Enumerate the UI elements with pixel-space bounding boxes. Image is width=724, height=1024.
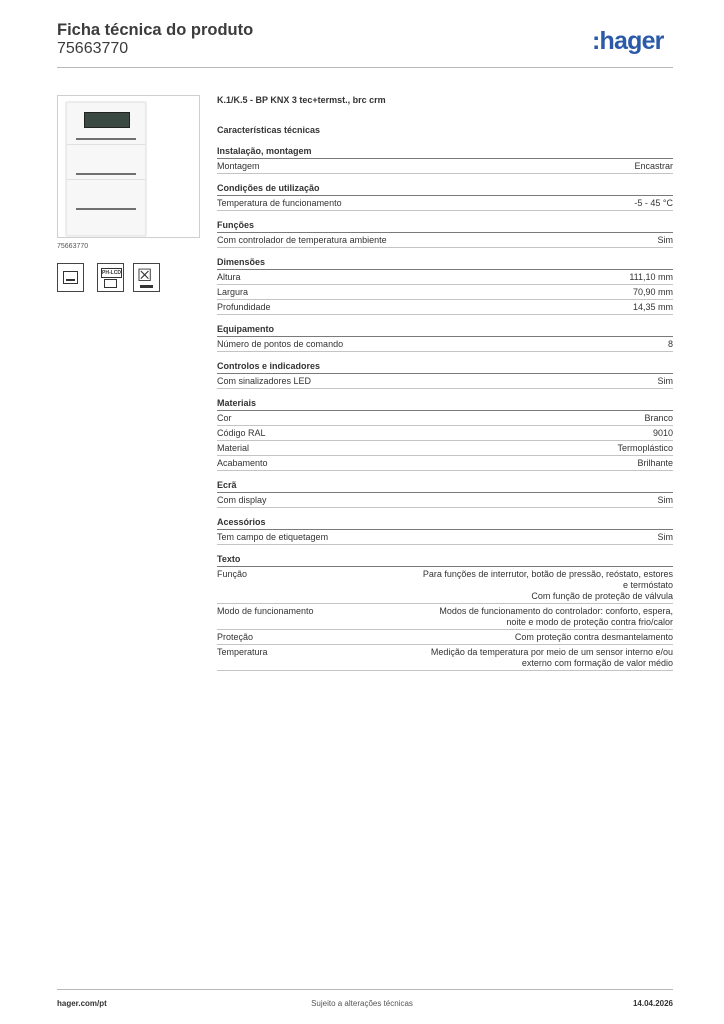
section-title: Materiais (217, 397, 673, 411)
spec-value: Para funções de interrutor, botão de pressão, reóstato, estores e termóstato Com função de proteção de válvula (422, 568, 673, 601)
spec-value: 111,10 mm (629, 271, 673, 282)
spec-content (217, 92, 673, 671)
spec-label: Cor (217, 412, 232, 423)
spec-label: Acabamento (217, 457, 268, 468)
hager-logo: :hager (592, 27, 664, 55)
spec-row (217, 159, 673, 174)
product-code: 75663770 (57, 40, 129, 57)
section-title: Condições de utilização (217, 182, 673, 196)
spec-row (217, 630, 673, 645)
spec-label: Com sinalizadores LED (217, 375, 312, 386)
section-title: Instalação, montagem (217, 145, 673, 159)
spec-label: Montagem (217, 160, 260, 171)
section-title: Controlos e indicadores (217, 360, 673, 374)
spec-label: Tem campo de etiquetagem (217, 531, 329, 542)
spec-value: Brilhante (637, 457, 673, 468)
spec-row (217, 270, 673, 285)
spec-label: Função (217, 568, 248, 579)
document-title: Ficha técnica do produto (57, 21, 254, 39)
spec-label: Material (217, 442, 250, 453)
spec-row (217, 374, 673, 389)
tech-heading: Características técnicas (217, 125, 321, 135)
spec-label: Com controlador de temperatura ambiente (217, 234, 387, 245)
spec-label: Largura (217, 286, 249, 297)
spec-value: Com proteção contra desmantelamento (514, 631, 673, 642)
spec-value: Encastrar (634, 160, 673, 171)
screen-icon (57, 263, 84, 292)
spec-row (217, 411, 673, 426)
spec-value: Sim (657, 531, 673, 542)
spec-row (217, 426, 673, 441)
footer-website: hager.com/pt (57, 999, 107, 1008)
spec-row (217, 337, 673, 352)
spec-label: Número de pontos de comando (217, 338, 344, 349)
spec-row (217, 196, 673, 211)
spec-label: Proteção (217, 631, 254, 642)
weee-bin-icon: ☒ (133, 263, 160, 292)
section-title: Equipamento (217, 323, 673, 337)
footer-notice: Sujeito a alterações técnicas (311, 999, 413, 1008)
spec-value: 9010 (652, 427, 673, 438)
spec-label: Com display (217, 494, 267, 505)
spec-label: Temperatura (217, 646, 268, 657)
footer-date: 14.04.2026 (632, 999, 673, 1008)
ph-lcd-icon: PH-LCD (97, 263, 124, 292)
spec-value: 70,90 mm (632, 286, 673, 297)
spec-value: Medição da temperatura por meio de um sensor interno e/ou externo com formação de valor médio (430, 646, 673, 668)
spec-row (217, 493, 673, 508)
spec-value: Sim (657, 375, 673, 386)
spec-value: 14,35 mm (632, 301, 673, 312)
spec-label: Código RAL (217, 427, 266, 438)
spec-row (217, 567, 673, 604)
section-title: Ecrã (217, 479, 673, 493)
header-divider (57, 67, 673, 68)
footer-divider (57, 989, 673, 990)
spec-label: Altura (217, 271, 241, 282)
section-title: Texto (217, 553, 673, 567)
section-title: Dimensões (217, 256, 673, 270)
spec-row (217, 456, 673, 471)
product-image (57, 95, 200, 238)
spec-row (217, 604, 673, 630)
spec-row (217, 233, 673, 248)
spec-value: Sim (657, 234, 673, 245)
spec-sections (217, 145, 673, 671)
spec-row (217, 530, 673, 545)
spec-row (217, 300, 673, 315)
image-caption: 75663770 (57, 243, 89, 250)
spec-label: Profundidade (217, 301, 271, 312)
spec-row (217, 285, 673, 300)
spec-row (217, 441, 673, 456)
spec-value: Termoplástico (617, 442, 673, 453)
section-title: Funções (217, 219, 673, 233)
spec-label: Modo de funcionamento (217, 605, 314, 616)
spec-value: 8 (667, 338, 673, 349)
device-display (84, 112, 130, 128)
product-name: K.1/K.5 - BP KNX 3 tec+termst., brc crm (217, 95, 386, 105)
spec-label: Temperatura de funcionamento (217, 197, 342, 208)
spec-value: Modos de funcionamento do controlador: conforto, espera, noite e modo de proteção contra frio/calor (439, 605, 673, 627)
spec-row (217, 645, 673, 671)
spec-value: Branco (644, 412, 673, 423)
push-button-device-illustration (66, 102, 146, 236)
spec-value: Sim (657, 494, 673, 505)
section-title: Acessórios (217, 516, 673, 530)
spec-value: -5 - 45 °C (634, 197, 673, 208)
